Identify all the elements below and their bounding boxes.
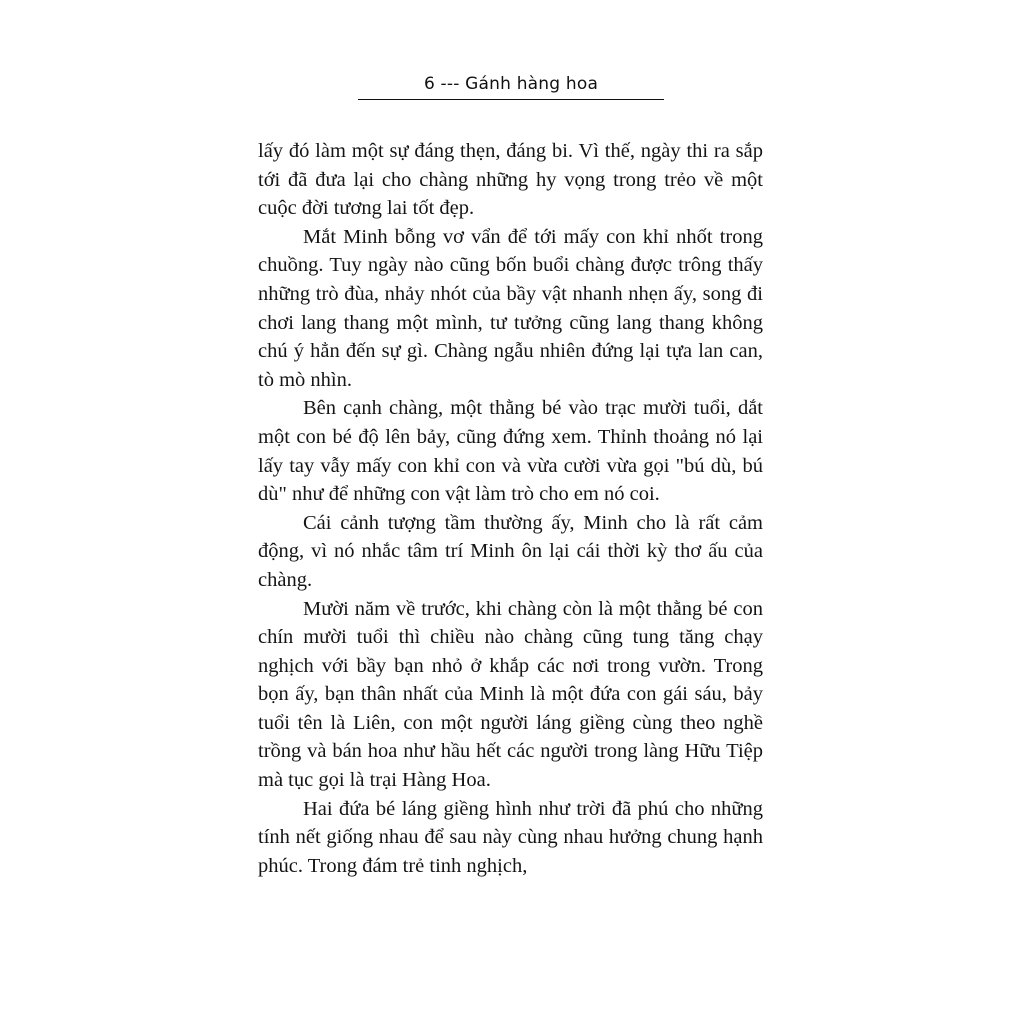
paragraph: Mười năm về trước, khi chàng còn là một thằng bé con chín mười tuổi thì chiều nào chàng cũng tung tăng chạy nghịch với bầy bạn nhỏ ở khắp các nơi trong vườn. Trong bọn ấy, bạn thân nhất của Minh là một đứa con gái sáu, bảy tuổi tên là Liên, con một người láng giềng cùng theo nghề trồng và bán hoa như hầu hết các người trong làng Hữu Tiệp mà tục gọi là trại Hàng Hoa. bbox=[258, 597, 763, 792]
header-rule bbox=[358, 99, 664, 100]
paragraph-continued: lấy đó làm một sự đáng thẹn, đáng bi. Vì thế, ngày thi ra sắp tới đã đưa lại cho chàng những hy vọng trong trẻo về một cuộc đời tương lai tốt đẹp. bbox=[258, 140, 763, 220]
paragraph: Cái cảnh tượng tầm thường ấy, Minh cho là rất cảm động, vì nó nhắc tâm trí Minh ôn lại cái thời kỳ thơ ấu của chàng. bbox=[258, 511, 763, 591]
running-head: 6 --- Gánh hàng hoa bbox=[423, 74, 599, 94]
paragraph: Bên cạnh chàng, một thằng bé vào trạc mười tuổi, dắt một con bé độ lên bảy, cũng đứng xem. Thỉnh thoảng nó lại lấy tay vẫy mấy con khỉ con và vừa cười vừa gọi "bú dù, bú dù" như để những con vật làm trò cho em nó coi. bbox=[258, 397, 763, 506]
paragraph: Hai đứa bé láng giềng hình như trời đã phú cho những tính nết giống nhau để sau này cùng nhau hưởng chung hạnh phúc. Trong đám trẻ tinh nghịch, bbox=[258, 797, 763, 877]
body-text bbox=[258, 137, 763, 880]
paragraph: Mắt Minh bỗng vơ vẩn để tới mấy con khỉ nhốt trong chuồng. Tuy ngày nào cũng bốn buổi chàng được trông thấy những trò đùa, nhảy nhót của bầy vật nhanh nhẹn ấy, song đi chơi lang thang một mình, tư tưởng cũng lang thang không chú ý hẳn đến sự gì. Chàng ngẫu nhiên đứng lại tựa lan can, tò mò nhìn. bbox=[258, 225, 763, 391]
